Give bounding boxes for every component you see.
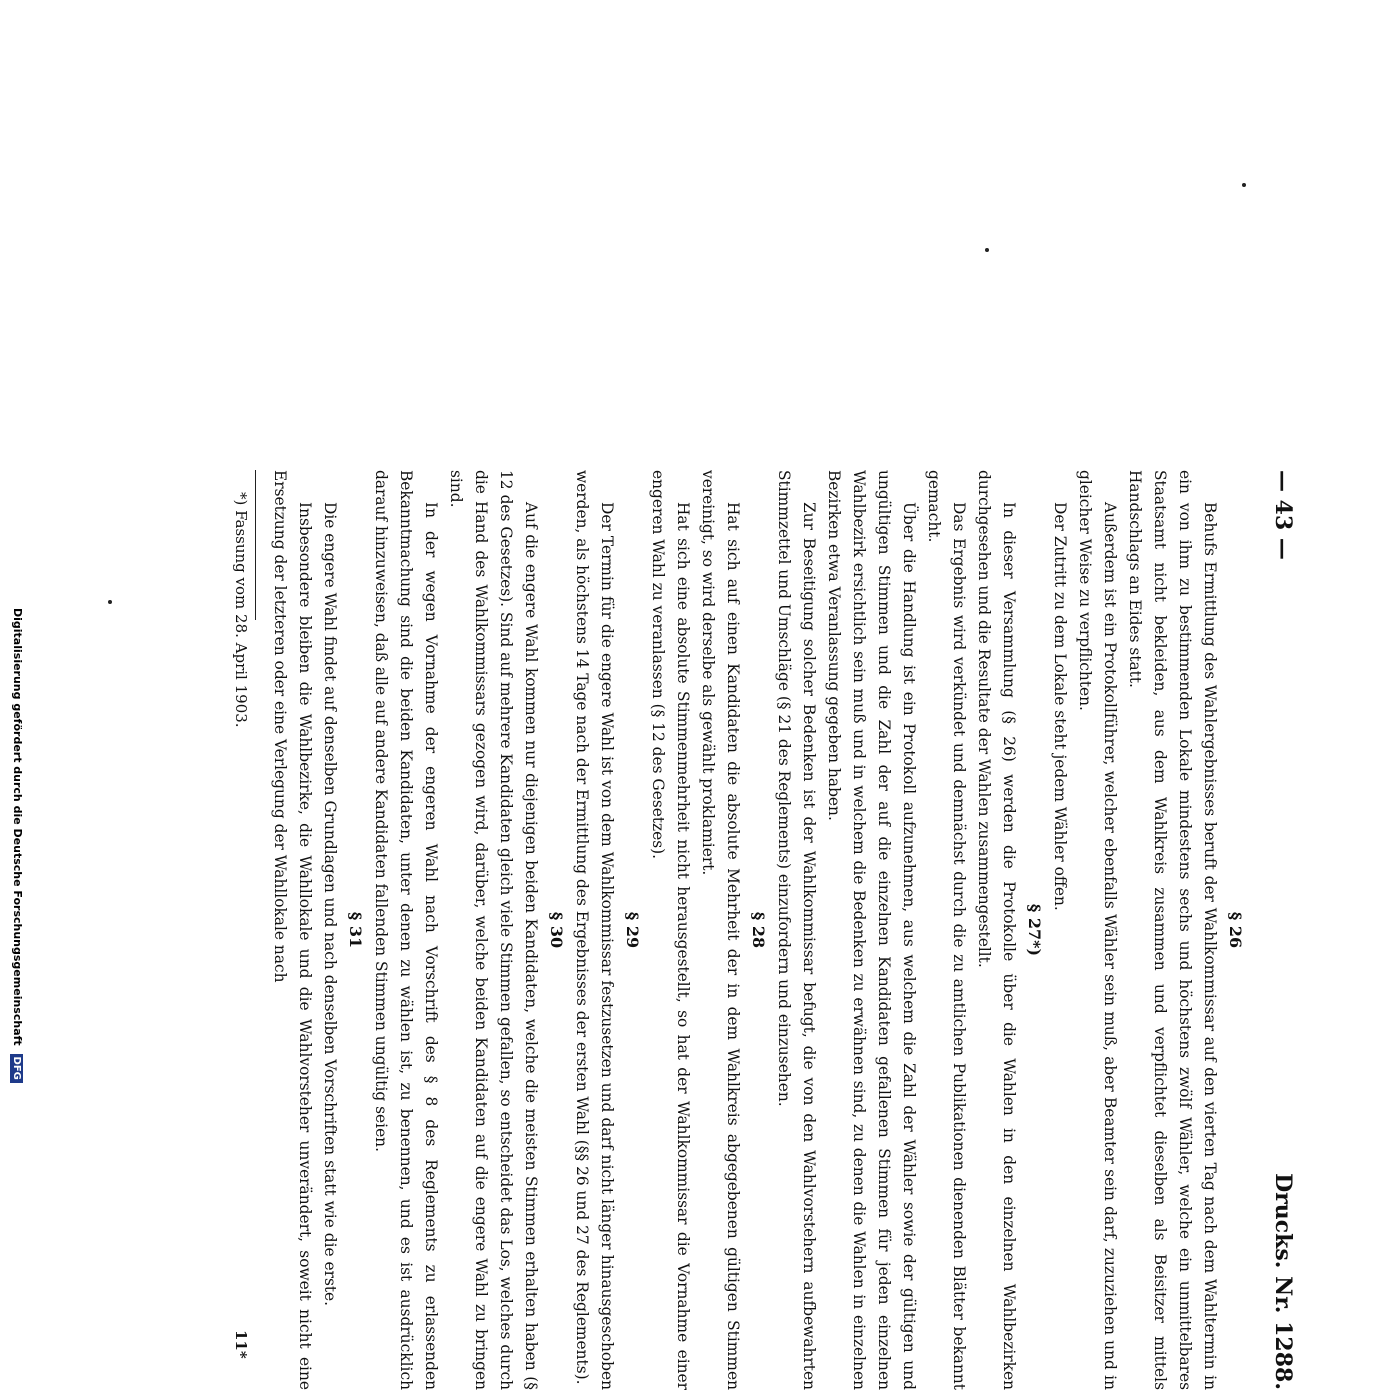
credit-text: Digitalisierung gefördert durch die Deutsche Forschungsgemeinschaft <box>11 608 24 1046</box>
paragraph: In der wegen Vornahme der engeren Wahl nach Vorschrift des § 8 des Reglements zu erlassenden Bekanntmachung sind die beiden Kandidaten, unter denen zu wählen ist, zu benennen, und es ist ausdrücklich darauf hinzuweisen, daß alle auf andere Kandidaten fallenden Stimmen ungültig seien. <box>372 470 440 1390</box>
paragraph: Auf die engere Wahl kommen nur diejenigen beiden Kandidaten, welche die meisten Stimmen erhalten haben (§ 12 des Gesetzes). Sind auf mehrere Kandidaten gleich viele Stimmen gefallen, so entscheidet das Los, welches durch die Hand des Wahlkommissars gezogen wird, darüber, welche beiden Kandidaten auf die engere Wahl zu bringen sind. <box>447 470 540 1390</box>
section-heading: § 28 <box>749 911 768 949</box>
paragraph: Hat sich eine absolute Stimmenmehrheit nicht herausgestellt, so hat der Wahlkommissar die Vornahme einer engeren Wahl zu veranlassen (§ 12 des Gesetzes). <box>649 470 692 1390</box>
section-heading: § 30 <box>547 911 566 949</box>
footnote: *) Fassung vom 28. April 1903. <box>232 492 250 728</box>
section-heading: § 31 <box>346 911 365 949</box>
paragraph: Hat sich auf einen Kandidaten die absolute Mehrheit der in dem Wahlkreis abgegebenen gültigen Stimmen vereinigt, so wird derselbe als gewählt proklamiert. <box>699 470 742 1390</box>
print-speck <box>108 600 112 604</box>
paragraph: Außerdem ist ein Protokollführer, welcher ebenfalls Wähler sein muß, aber Beamter sein darf, zuzuziehen und in gleicher Weise zu verpflichten. <box>1076 470 1119 1390</box>
document-number: Drucks. Nr. 1288. <box>1270 1173 1296 1390</box>
section-heading: § 29 <box>623 911 642 949</box>
print-speck <box>985 248 989 252</box>
paragraph: In dieser Versammlung (§ 26) werden die Protokolle über die Wahlen in den einzelnen Wahlbezirken durchgesehen und die Resultate der Wahlen zusammengestellt. <box>975 470 1018 1390</box>
page-header <box>1260 470 1300 1390</box>
digitization-credit <box>4 608 24 1080</box>
paragraph: Behufs Ermittlung des Wahlergebnisses beruft der Wahlkommissar auf den vierten Tag nach dem Wahltermin in ein von ihm zu bestimmenden Lokale mindestens sechs und höchstens zwölf Wähler, welche ein unmittelbares Staatsamt nicht bekleiden, aus dem Wahlkreis zusammen und verpflichtet dieselben als Beisitzer mittels Handschlags an Eides statt. <box>1126 470 1219 1390</box>
paragraph: Die engere Wahl findet auf denselben Grundlagen und nach denselben Vorschriften statt wie die erste. <box>321 502 339 1307</box>
paragraph: Insbesondere bleiben die Wahlbezirke, die Wahllokale und die Wahlvorsteher unverändert, soweit nicht eine Ersetzung der letzteren oder eine Verlegung der Wahllokale nach <box>271 470 314 1390</box>
paragraph: Zur Beseitigung solcher Bedenken ist der Wahlkommissar befugt, die von den Wahlvorstehern aufbewahrten Stimmzettel und Umschläge (§ 21 des Reglements) einzufordern und einzusehen. <box>775 470 818 1390</box>
document-body <box>267 470 1248 1390</box>
rotated-page <box>180 470 1300 1390</box>
paragraph: Der Termin für die engere Wahl ist von dem Wahlkommissar festzusetzen und darf nicht länger hinausgeschoben werden, als höchstens 14 Tage nach der Ermittlung des Ergebnisses der ersten Wahl (§§ 26 und 27 des Reglements). <box>573 470 616 1390</box>
paragraph: Über die Handlung ist ein Protokoll aufzunehmen, aus welchem die Zahl der Wähler sowie der gültigen und ungültigen Stimmen und die Zahl der auf die einzelnen Kandidaten gefallenen Stimmen für jeden einzelnen Wahlbezirk ersichtlich sein muß und in welchem die Bedenken zu erwähnen sind, zu denen die Wahlen in einzelnen Bezirken etwa Veranlassung gegeben haben. <box>825 470 918 1390</box>
section-heading: § 26 <box>1226 911 1245 949</box>
print-speck <box>1242 183 1246 187</box>
footnote-rule <box>255 470 256 620</box>
sheet-signature: 11* <box>232 1330 250 1359</box>
dfg-logo: DFG <box>10 1054 23 1083</box>
section-heading: § 27*) <box>1025 903 1044 957</box>
page-number: — 43 — <box>1270 470 1296 560</box>
paragraph: Das Ergebnis wird verkündet und demnächst durch die zu amtlichen Publikationen dienenden Blätter bekannt gemacht. <box>925 470 968 1390</box>
paragraph: Der Zutritt zu dem Lokale steht jedem Wähler offen. <box>1051 502 1069 911</box>
